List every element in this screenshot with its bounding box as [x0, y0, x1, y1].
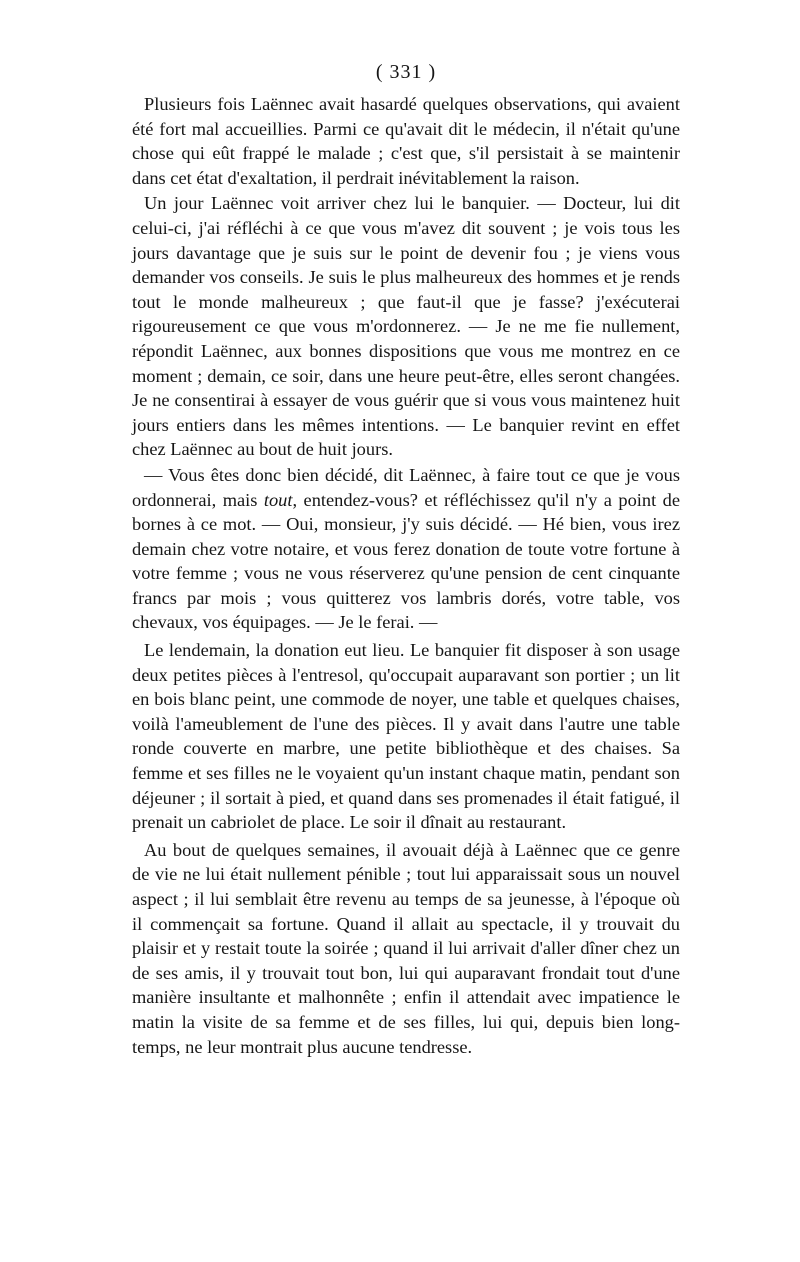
paragraph-2: Un jour Laënnec voit arriver chez lui le banquier. — Docteur, lui dit celui-ci, j'ai réfléchi à ce que vous m'avez dit souvent ; je vois tous les jours davantage que je suis sur le point de devenir fou ; je viens vous demander vos conseils. Je suis le plus malheureux des hommes et je rends tout le monde malheureux ; que faut-il que je fasse? j'exécuterai rigoureusement ce que vous m'ordonnerez. — Je ne me fie nullement, répondit Laënnec, aux bonnes dispositions que vous me montrez en ce moment ; demain, ce soir, dans une heure peut-être, elles seront changées. Je ne consentirai à essayer de vous guérir que si vous vous maintenez huit jours entiers dans les mêmes intentions. — Le banquier revint en effet chez Laënnec au bout de huit jours.: [132, 193, 680, 460]
book-page: [132, 58, 680, 1059]
paragraph-1: Plusieurs fois Laënnec avait hasardé quelques observations, qui avaient été fort mal accueillies. Parmi ce qu'avait dit le médecin, il n'était qu'une chose qui eût frappé le malade ; c'est que, s'il persistait à se maintenir dans cet état d'exaltation, il perdrait inévitablement la raison.: [132, 94, 680, 188]
emphasized-word: tout: [263, 489, 293, 510]
paragraph-3-start: — Vous êtes donc bien décidé, dit Laënnec, à faire tout ce que je vous ordonnerai, mais: [132, 464, 680, 510]
paragraph-3: [132, 463, 680, 635]
page-number: ( 331 ): [375, 61, 437, 83]
paragraph-5: Au bout de quelques semaines, il avouait déjà à Laënnec que ce genre de vie ne lui était nullement pénible ; tout lui apparaissait sous un nouvel aspect ; il lui semblait être revenu au temps de sa jeunesse, à l'époque où il commençait sa fortune. Quand il allait au spectacle, il y trouvait du plaisir et y restait toute la soirée ; quand il lui arrivait d'aller dîner chez un de ses amis, il y trouvait tout bon, lui qui auparavant frondait tout d'une manière insultante et malhonnête ; enfin il attendait avec impatience le matin la visite de sa femme et de ses filles, lui qui, depuis bien long-temps, ne leur montrait plus aucune tendresse.: [132, 839, 680, 1057]
paragraph-4: Le lendemain, la donation eut lieu. Le banquier fit disposer à son usage deux petites pièces à l'entresol, qu'occupait auparavant son portier ; un lit en bois blanc peint, une commode de noyer, une table et quelques chaises, voilà l'ameublement de l'une des pièces. Il y avait dans l'autre une table ronde couverte en marbre, une petite bibliothèque et des chaises. Sa femme et ses filles ne le voyaient qu'un instant chaque matin, pendant son déjeuner ; il sortait à pied, et quand dans ses promenades il était fatigué, il prenait un cabriolet de place. Le soir il dînait au restaurant.: [132, 640, 680, 833]
paragraph-3-end: , entendez-vous? et réfléchissez qu'il n'y a point de bornes à ce mot. — Oui, monsieur, j'y suis décidé. — Hé bien, vous irez demain chez votre notaire, et vous ferez donation de toute votre fortune à votre femme ; vous ne vous réserverez qu'une pension de cent cinquante francs par mois ; vous quitterez vos lambris dorés, votre table, vos chevaux, vos équipages. — Je le ferai. —: [132, 489, 680, 633]
